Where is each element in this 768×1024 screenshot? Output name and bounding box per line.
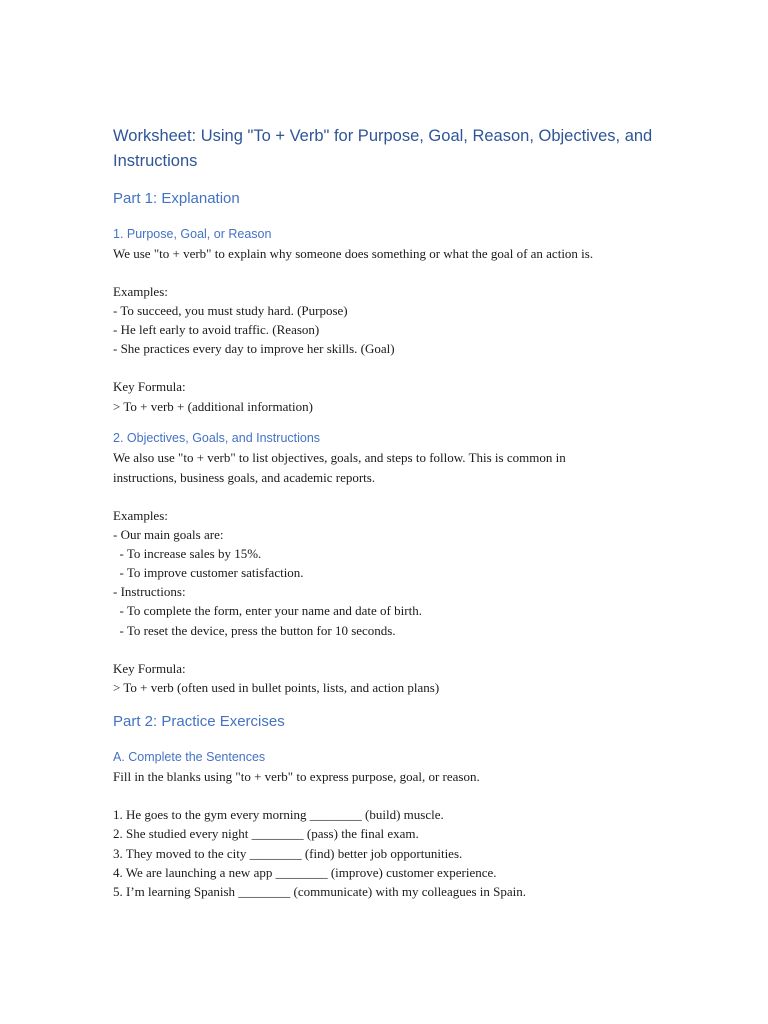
exercise-item: 3. They moved to the city ________ (find) better job opportunities. — [113, 846, 463, 861]
section2-intro: instructions, business goals, and academic reports. — [113, 470, 376, 485]
section1-formula: > To + verb + (additional information) — [113, 399, 313, 414]
section2-formula-label: Key Formula: — [113, 661, 186, 676]
section1-example: - He left early to avoid traffic. (Reason) — [113, 322, 320, 337]
section2-formula: > To + verb (often used in bullet points, lists, and action plans) — [113, 680, 440, 695]
section2-example: - To increase sales by 15%. — [113, 546, 262, 561]
section2-heading: 2. Objectives, Goals, and Instructions — [113, 431, 321, 445]
section1-formula-label: Key Formula: — [113, 379, 186, 394]
part2-heading: Part 2: Practice Exercises — [113, 713, 285, 730]
section1-example: - She practices every day to improve her skills. (Goal) — [113, 341, 395, 356]
part1-heading: Part 1: Explanation — [113, 190, 240, 207]
exercise-item: 1. He goes to the gym every morning ________ (build) muscle. — [113, 807, 444, 822]
exercise-item: 4. We are launching a new app ________ (improve) customer experience. — [113, 865, 497, 880]
section2-example: - To complete the form, enter your name and date of birth. — [113, 603, 422, 618]
section1-examples-label: Examples: — [113, 284, 168, 299]
section2-examples-label: Examples: — [113, 508, 168, 523]
section2-example: - To reset the device, press the button for 10 seconds. — [113, 623, 396, 638]
section2-intro: We also use "to + verb" to list objectives, goals, and steps to follow. This is common in — [113, 450, 566, 465]
exercise-item: 5. I’m learning Spanish ________ (communicate) with my colleagues in Spain. — [113, 884, 527, 899]
section2-example: - To improve customer satisfaction. — [113, 565, 304, 580]
sectionA-instruction: Fill in the blanks using "to + verb" to express purpose, goal, or reason. — [113, 769, 480, 784]
sectionA-heading: A. Complete the Sentences — [113, 750, 266, 764]
section2-example: - Our main goals are: — [113, 527, 224, 542]
section2-example: - Instructions: — [113, 584, 186, 599]
exercise-item: 2. She studied every night ________ (pass) the final exam. — [113, 826, 419, 841]
section1-intro: We use "to + verb" to explain why someone does something or what the goal of an action is. — [113, 246, 594, 261]
worksheet-title: Worksheet: Using "To + Verb" for Purpose, Goal, Reason, Objectives, and Instructions — [113, 127, 653, 170]
section1-example: - To succeed, you must study hard. (Purpose) — [113, 303, 348, 318]
section1-heading: 1. Purpose, Goal, or Reason — [113, 227, 272, 241]
